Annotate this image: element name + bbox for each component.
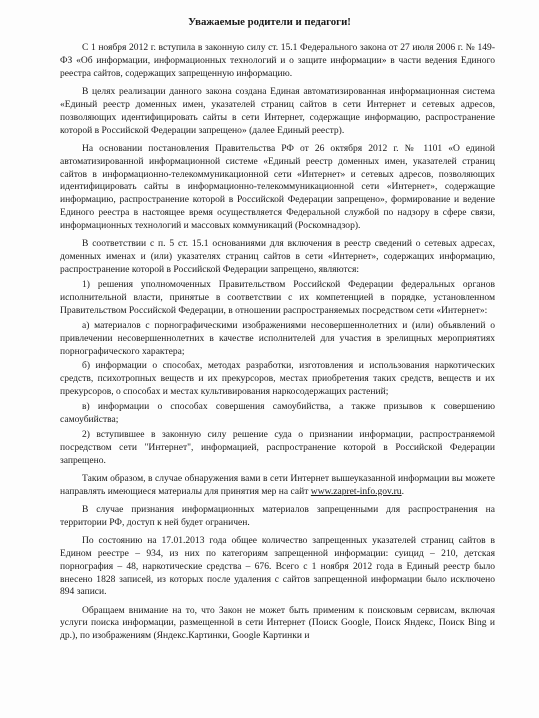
paragraph-item-1: 1) решения уполномоченных Правительством Российской Федерации федеральных органов исполнительной власти, принятые в соответствии с их компетенцией в порядке, установленном Правительством Российской Федерации, в отношении распространяемых посредством сети «Интернет»:	[60, 278, 495, 316]
document-body	[60, 42, 495, 643]
report-text-suffix: .	[401, 485, 404, 497]
paragraph-law-intro: С 1 ноября 2012 г. вступила в законную силу ст. 15.1 Федерального закона от 27 июля 2006 г. № 149-ФЗ «Об информации, информационных технологий и о защите информации» в части ведения Единого реестра сайтов, содержащих запрещенную информацию.	[60, 42, 495, 79]
paragraph-government-decree: На основании постановления Правительства РФ от 26 октября 2012 г. № 1101 «О единой автоматизированной информационной системе «Единый реестр доменных имен, указателей страниц сайтов в информационно-телекоммуникационной сети «Интернет» и сетевых адресов, позволяющих идентифицировать сайты в информационно-телекоммуникационной сети «Интернет», содержащие информацию, распространение которой в Российской Федерации запрещено», формирование и ведение Единого реестра в настоящее время осуществляется Федеральной службой по надзору в сфере связи, информационных технологий и массовых коммуникаций (Роскомнадзор).	[60, 142, 495, 232]
paragraph-report	[60, 473, 495, 499]
paragraph-access-restricted: В случае признания информационных материалов запрещенными для распространения на территории РФ, доступ к ней будет ограничен.	[60, 503, 495, 528]
paragraph-statistics: По состоянию на 17.01.2013 года общее количество запрещенных указателей страниц сайтов в Едином реестре – 934, из них по категориям запрещенной информации: суицид – 210, детская порнография – 48, наркотические средства – 676. Всего с 1 ноября 2012 года в Единый реестр было внесено 1828 записей, из которых после удаления с сайтов запрещенной информации было исключено 894 записи.	[60, 534, 495, 598]
paragraph-item-1b: б) информации о способах, методах разработки, изготовления и использования наркотических средств, психотропных веществ и их прекурсоров, местах приобретения таких средств, веществ и их прекурсоров, о способах и местах культивирования наркосодержащих растений;	[60, 360, 495, 398]
paragraph-grounds: В соответствии с п. 5 ст. 15.1 основаниями для включения в реестр сведений о сетевых адресах, доменных именах и (или) указателях страниц сайтов в сети «Интернет», содержащих информацию, распространение которой в Российской Федерации запрещено, являются:	[60, 238, 495, 276]
paragraph-item-1c: в) информации о способах совершения самоубийства, а также призывов к совершению самоубийства;	[60, 401, 495, 426]
document-title: Уважаемые родители и педагоги!	[188, 16, 351, 28]
report-site-link[interactable]: www.zapret-info.gov.ru	[310, 485, 402, 497]
paragraph-item-1a: а) материалов с порнографическими изображениями несовершеннолетних и (или) объявлений о привлечении несовершеннолетних в качестве исполнителей для участия в зрелищных мероприятиях порнографического характера;	[60, 319, 495, 357]
paragraph-search-services: Обращаем внимание на то, что Закон не может быть применим к поисковым сервисам, включая услуги поиска информации, размещенной в сети Интернет (Поиск Google, Поиск Яндекс, Поиск Bing и др.), по изображениям (Яндекс.Картинки, Google Картинки и	[60, 604, 495, 642]
paragraph-item-2: 2) вступившее в законную силу решение суда о признании информации, распространяемой посредством сети "Интернет", информацией, распространение которой в Российской Федерации запрещено.	[60, 428, 495, 466]
paragraph-registry-system: В целях реализации данного закона создана Единая автоматизированная информационная система «Единый реестр доменных имен, указателей страниц сайтов в сети Интернет и сетевых адресов, позволяющих идентифицировать сайты в сети Интернет, содержащие информацию, распространение которой в Российской Федерации запрещено» (далее Единый реестр).	[60, 85, 495, 136]
report-text-prefix: Таким образом, в случае обнаружения вами в сети Интернет вышеуказанной информации вы можете направлять имеющиеся материалы для принятия мер на сайт	[60, 472, 495, 497]
